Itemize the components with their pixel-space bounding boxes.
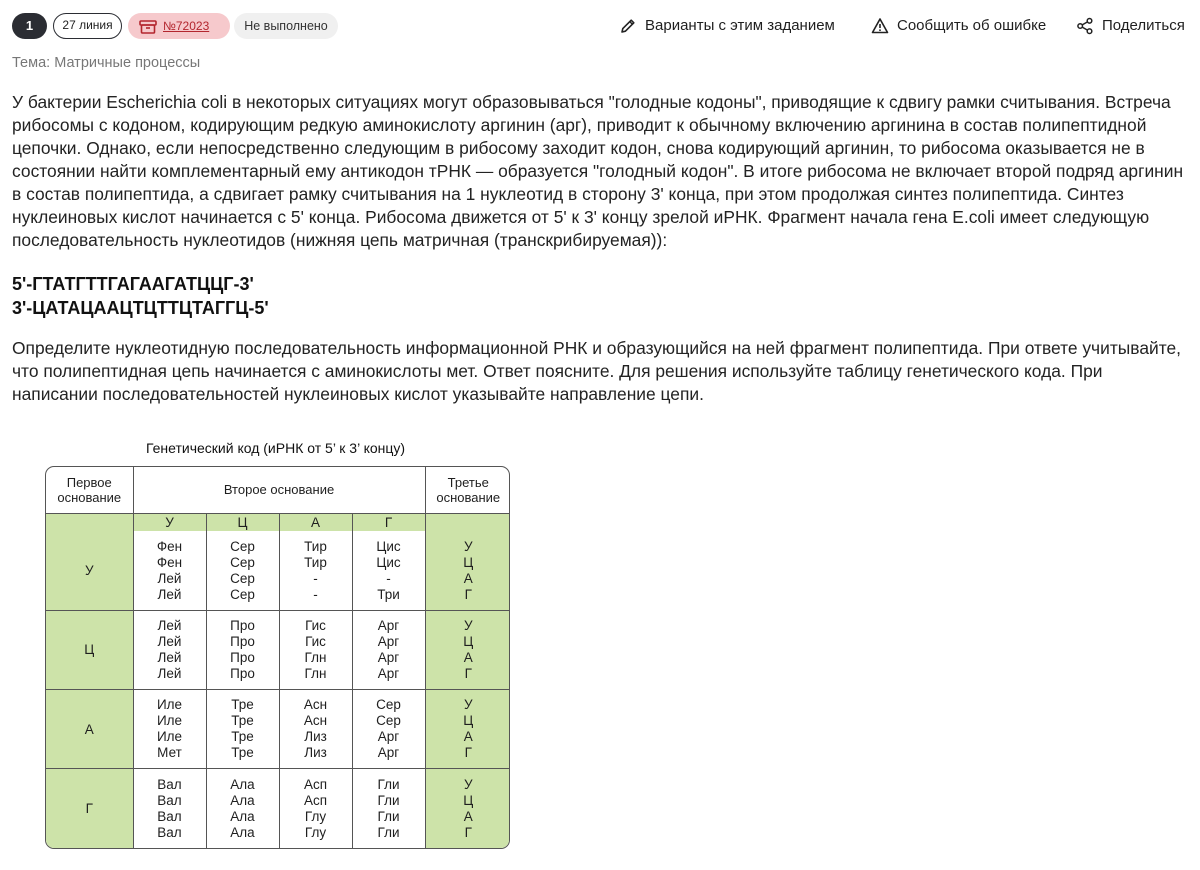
amino-acid-cell	[133, 690, 206, 769]
amino-acid: Лиз	[304, 745, 327, 761]
third-base-cell	[425, 610, 510, 689]
amino-acid: Арг	[377, 665, 400, 681]
amino-acid: Тре	[231, 729, 254, 745]
amino-acid: Лиз	[304, 729, 327, 745]
amino-acid: Гли	[377, 792, 400, 808]
third-base: А	[463, 729, 473, 745]
third-base: У	[463, 776, 473, 792]
first-base-cell: А	[46, 690, 133, 769]
amino-acid: Гис	[305, 617, 326, 633]
warning-icon	[871, 17, 889, 35]
amino-acid: Фен	[156, 538, 183, 554]
amino-acid: Тир	[304, 554, 327, 570]
amino-acid: Вал	[157, 824, 182, 840]
amino-acid: Асн	[303, 713, 328, 729]
amino-acid: Ала	[230, 776, 255, 792]
task-question: Определите нуклеотидную последовательность информационной РНК и образующийся на ней фрагмент полипептида. При ответе учитывайте, что полипептидная цепь начинается с аминокислоты мет. Ответ поясните. Для решения используйте таблицу генетического кода. При написании последовательностей нуклеиновых кислот указывайте направление цепи.	[12, 338, 1181, 404]
amino-acid: Лей	[157, 649, 182, 665]
amino-acid-cell	[206, 531, 279, 610]
amino-acid: Асн	[303, 697, 328, 713]
third-base-cell	[425, 531, 510, 610]
third-base-cell	[425, 769, 510, 848]
amino-acid-cell	[279, 531, 352, 610]
amino-acid: Про	[230, 633, 255, 649]
task-id-link[interactable]	[128, 13, 230, 39]
share-icon	[1076, 17, 1094, 35]
third-base: Г	[464, 745, 472, 761]
codon-row	[46, 531, 510, 610]
first-base-cell: Г	[46, 769, 133, 848]
amino-acid-cell	[279, 690, 352, 769]
amino-acid: Лей	[157, 617, 182, 633]
amino-acid: Гли	[377, 824, 400, 840]
blank-cell	[425, 513, 510, 531]
amino-acid: Сер	[230, 586, 255, 602]
amino-acid: Тре	[231, 697, 254, 713]
second-base-header: Второе основание	[133, 467, 425, 513]
amino-acid-cell	[352, 690, 425, 769]
second-base-c: Ц	[206, 513, 279, 531]
amino-acid: Ала	[230, 808, 255, 824]
amino-acid-cell	[206, 690, 279, 769]
amino-acid: Сер	[376, 713, 401, 729]
amino-acid: Про	[230, 617, 255, 633]
third-base: Ц	[463, 792, 474, 808]
third-base: А	[463, 570, 473, 586]
amino-acid-cell	[206, 769, 279, 848]
second-base-u: У	[133, 513, 206, 531]
amino-acid: Сер	[230, 570, 255, 586]
amino-acid: Асп	[303, 776, 328, 792]
amino-acid-cell	[133, 531, 206, 610]
amino-acid-cell	[279, 769, 352, 848]
line-badge[interactable]: 27 линия	[53, 13, 122, 39]
task-id-label: №72023	[163, 19, 210, 33]
third-base: Г	[464, 586, 472, 602]
second-base-a: А	[279, 513, 352, 531]
amino-acid-cell	[352, 610, 425, 689]
amino-acid: Асп	[303, 792, 328, 808]
amino-acid: Арг	[377, 617, 400, 633]
amino-acid: Иле	[156, 713, 183, 729]
amino-acid: Гли	[377, 808, 400, 824]
amino-acid: Лей	[157, 665, 182, 681]
amino-acid: -	[386, 570, 391, 586]
first-base-cell: Ц	[46, 610, 133, 689]
task-number-badge[interactable]: 1	[12, 13, 47, 39]
amino-acid: Арг	[377, 649, 400, 665]
genetic-code-table	[45, 466, 510, 849]
genetic-code-caption: Генетический код (иРНК от 5’ к 3’ концу)	[146, 440, 406, 456]
archive-icon	[139, 20, 157, 34]
topic-label: Тема: Матричные процессы	[12, 55, 201, 71]
third-base: Ц	[463, 554, 474, 570]
codon-row	[46, 769, 510, 848]
amino-acid: Три	[377, 586, 400, 602]
amino-acid: Вал	[157, 808, 182, 824]
amino-acid: -	[313, 570, 318, 586]
amino-acid: Цис	[376, 538, 401, 554]
codon-row	[46, 690, 510, 769]
amino-acid: Вал	[157, 776, 182, 792]
amino-acid: Лей	[157, 633, 182, 649]
dna-top-strand: 5'-ГТАТГТТГАГААГАТЦЦГ-3'	[12, 274, 254, 294]
amino-acid: Мет	[157, 745, 182, 761]
amino-acid: Иле	[156, 697, 183, 713]
codon-row	[46, 610, 510, 689]
report-error-label: Сообщить об ошибке	[897, 17, 1047, 34]
amino-acid: Тре	[231, 745, 254, 761]
amino-acid: Ала	[230, 824, 255, 840]
third-base: А	[463, 808, 473, 824]
amino-acid-cell	[206, 610, 279, 689]
amino-acid-cell	[133, 769, 206, 848]
amino-acid: Вал	[157, 792, 182, 808]
amino-acid: -	[313, 586, 318, 602]
amino-acid-cell	[352, 769, 425, 848]
amino-acid: Сер	[230, 554, 255, 570]
amino-acid: Арг	[377, 633, 400, 649]
third-base: Г	[464, 824, 472, 840]
third-base: Ц	[463, 713, 474, 729]
task-description: У бактерии Escherichia coli в некоторых ситуациях могут образовываться "голодные кодоны", приводящие к сдвигу рамки считывания. Встреча рибосомы с кодоном, кодирующим редкую аминокислоту аргинин (арг), приводит к обычному включению аргинина в состав полипептидной цепочки. Однако, если непосредственно следующим в рибосому заходит кодон, снова кодирующий аргинин, то рибосома оказывается не в состоянии найти комплементарный ему антикодон тРНК — образуется "голодный кодон". В итоге рибосома не включает второй подряд аргинин в состав полипептида, а сдвигает рамку считывания на 1 нуклеотид в сторону 3' конца, при этом продолжая синтез полипептида. Синтез нуклеиновых кислот начинается с 5' конца. Рибосома движется от 5' к 3' концу зрелой иРНК. Фрагмент начала гена E.coli имеет следующую последовательность нуклеотидов (нижняя цепь матричная (транскрибируемая)):	[12, 92, 1184, 250]
pencil-icon	[619, 17, 637, 35]
amino-acid: Глн	[304, 649, 327, 665]
task-toolbar	[12, 13, 1190, 41]
third-base-cell	[425, 690, 510, 769]
share-label: Поделиться	[1102, 17, 1185, 34]
amino-acid: Арг	[377, 745, 400, 761]
dna-bottom-strand: 3'-ЦАТАЦААЦТЦТТЦТАГГЦ-5'	[12, 298, 269, 318]
third-base: Ц	[463, 633, 474, 649]
amino-acid: Лей	[157, 570, 182, 586]
variants-label: Варианты с этим заданием	[645, 17, 835, 34]
amino-acid: Цис	[376, 554, 401, 570]
third-base: У	[463, 538, 473, 554]
second-base-g: Г	[352, 513, 425, 531]
amino-acid: Тре	[231, 713, 254, 729]
amino-acid: Гли	[377, 776, 400, 792]
amino-acid-cell	[279, 610, 352, 689]
amino-acid: Ала	[230, 792, 255, 808]
amino-acid: Гис	[305, 633, 326, 649]
amino-acid: Фен	[156, 554, 183, 570]
amino-acid: Сер	[376, 697, 401, 713]
amino-acid: Про	[230, 649, 255, 665]
third-base: У	[463, 617, 473, 633]
third-base: А	[463, 649, 473, 665]
amino-acid: Тир	[304, 538, 327, 554]
first-base-cell: У	[46, 531, 133, 610]
amino-acid-cell	[133, 610, 206, 689]
amino-acid: Иле	[156, 729, 183, 745]
first-base-header: Первое основание	[46, 467, 133, 513]
third-base: У	[463, 697, 473, 713]
amino-acid: Сер	[230, 538, 255, 554]
blank-cell	[46, 513, 133, 531]
amino-acid: Про	[230, 665, 255, 681]
amino-acid: Глу	[304, 824, 327, 840]
status-badge: Не выполнено	[234, 13, 338, 39]
amino-acid: Лей	[157, 586, 182, 602]
amino-acid: Арг	[377, 729, 400, 745]
amino-acid-cell	[352, 531, 425, 610]
amino-acid: Глу	[304, 808, 327, 824]
third-base-header: Третье основание	[425, 467, 510, 513]
amino-acid: Глн	[304, 665, 327, 681]
third-base: Г	[464, 665, 472, 681]
